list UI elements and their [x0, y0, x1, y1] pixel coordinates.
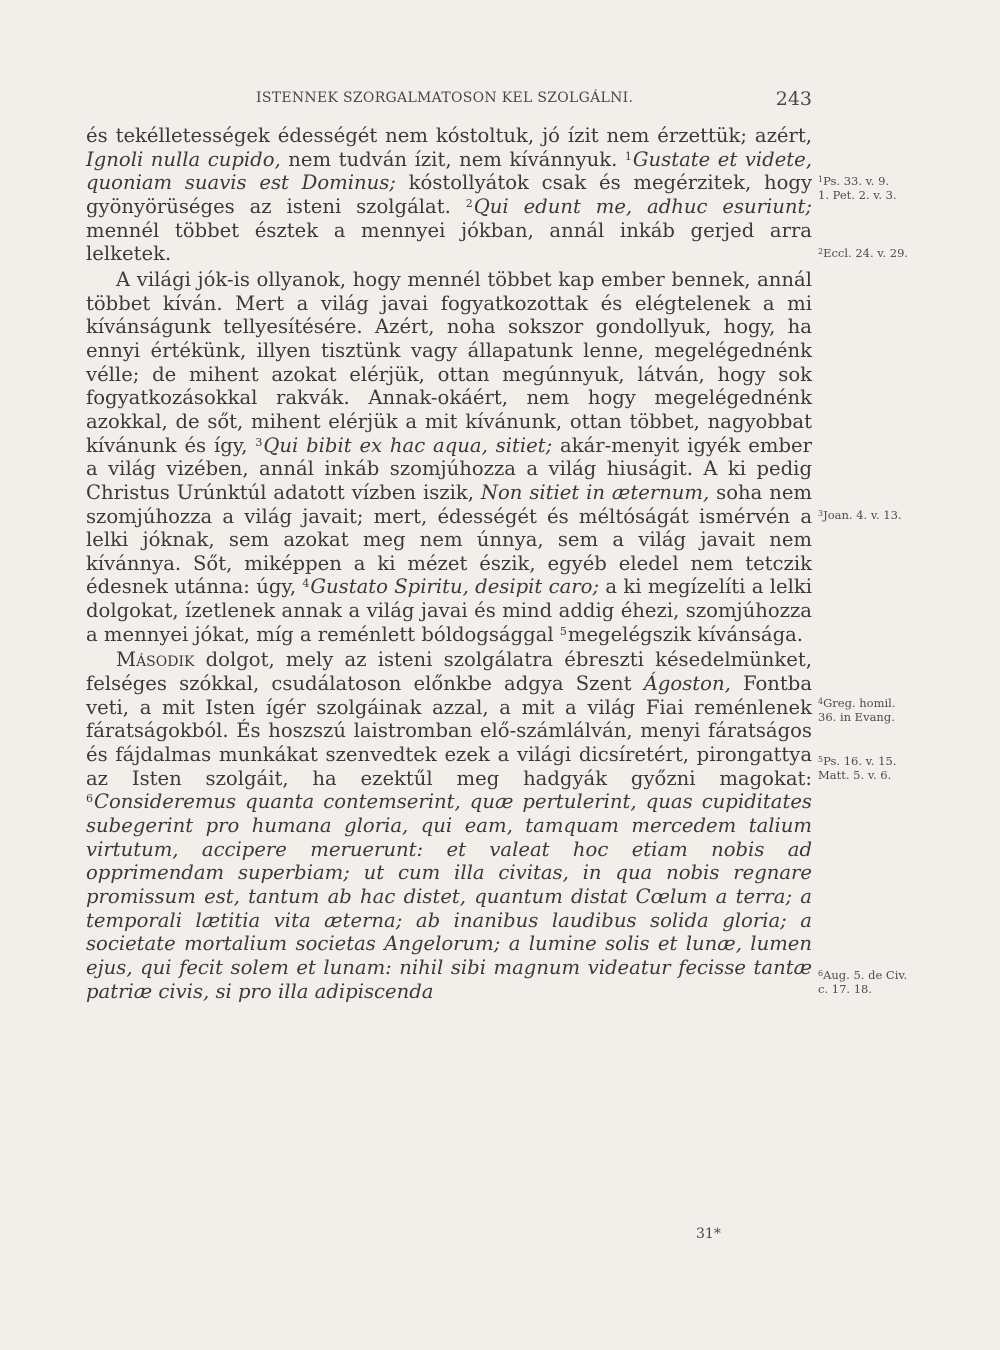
- running-head: ISTENNEK SZORGALMATOSON KEL SZOLGÁLNI.: [256, 90, 634, 106]
- margin-note-2: [818, 246, 918, 260]
- margin-note-line: [818, 768, 918, 782]
- margin-note-line: [818, 710, 918, 724]
- margin-note-text: Ps. 16. v. 15.: [823, 754, 897, 768]
- text-run: mennél többet észtek a mennyei jókban, annál inkáb gerjed arra lelketek.: [86, 218, 812, 266]
- margin-note-4: [818, 696, 918, 724]
- latin-quote: Gustato Spiritu, desipit caro;: [310, 575, 600, 599]
- margin-note-text: Ps. 33. v. 9.: [823, 174, 890, 188]
- text-run: a ki megízelíti a lelki dolgokat, ízetlenek annak a világ javai és mind addig éhezi, szomjúhozza a mennyei jókat, míg a reménlett bóldogsággal: [86, 575, 812, 646]
- signature-mark: 31*: [696, 1226, 721, 1242]
- margin-note-5: [818, 754, 918, 782]
- margin-note-marker: 5: [818, 755, 824, 764]
- paragraph: [86, 648, 812, 1003]
- margin-note-line: [818, 188, 918, 202]
- margin-note-line: [818, 754, 918, 768]
- latin-quote: Ágoston,: [643, 672, 731, 696]
- text-run: soha nem szomjúhozza a világ javait; mert, édességét és méltóságát ismérvén a lelki jóknak, sem azokat meg nem únnya, sem a világ javait nem kívánnya. Sőt, miképpen a ki mézet észik, egyéb eledel nem tetczik édesnek utánna: úgy,: [86, 480, 812, 599]
- latin-quote: Gustate et videte, quoniam suavis est Dominus;: [86, 147, 812, 195]
- text-run: Fontba veti, a mit Isten ígér szolgáinak azzal, a mit a világ Fiai reménlenek fáratságokból. És hoszszú laistromban elő-számlálván, menyi fáratságos és fájdalmas munkákat szenvedtek ezek a világi dicsíretért, pirongattya az Isten szolgáit, ha ezektűl meg hadgyák győzni magokat:: [86, 672, 813, 790]
- margin-note-marker: 6: [818, 969, 824, 978]
- margin-note-line: [818, 508, 918, 522]
- margin-note-6: [818, 968, 918, 996]
- margin-note-line: [818, 696, 918, 710]
- text-run: és tekélletességek édességét nem kóstoltuk, jó ízit nem érzettük; azért,: [86, 124, 812, 147]
- margin-note-line: [818, 174, 918, 188]
- footnote-marker: 6: [86, 792, 93, 806]
- text-run: A világi jók-is ollyanok, hogy mennél többet kap ember bennek, annál többet kíván. Mert a világ javai fogyatkozottak és elégtelenek a mi kívánságunk tellyesítésére. Azért, noha sokszor gondollyuk, hogy, ha ennyi értékünk, illyen tisztünk vagy állapatunk lenne, megelégednénk vélle; de mihent azokat elérjük, ottan megúnnyuk, látván, hogy sok fogyatkozásokkal rakvák. Annak-okáért, nem hogy megelégednénk azokkal, de sőt, mihent elérjük a mit kívánunk, ottan többet, nagyobbat kívánunk és így,: [86, 267, 812, 457]
- margin-note-text: Greg. homil.: [823, 696, 896, 710]
- margin-note-text: Aug. 5. de Civ.: [823, 968, 908, 982]
- text-run: akár-menyit igyék ember a világ vizében, annál inkáb szomjúhozza a világ hiuságit. A ki pedig Christus Urúnktúl adatott vízben iszik,: [86, 433, 812, 504]
- margin-note-marker: 2: [818, 247, 824, 256]
- text-run: nem tudván ízit, nem kívánnyuk.: [280, 147, 625, 171]
- margin-note-marker: 1: [818, 175, 824, 184]
- paragraph: [86, 124, 812, 266]
- margin-note-text: Eccl. 24. v. 29.: [823, 246, 909, 260]
- margin-note-1: [818, 174, 918, 202]
- margin-note-text: 1. Pet. 2. v. 3.: [818, 188, 897, 202]
- footnote-marker: 3: [255, 435, 263, 449]
- latin-quote: Consideremus quanta contemserint, quæ pertulerint, quas cupiditates subegerint pro humana gloria, qui eam, tamquam mercedem talium virtutum, accipere meruerunt: et valeat hoc etiam nobis ad opprimendam superbiam; ut cum illa civitas, in qua nobis regnare promissum est, tantum ab hac distet, quantum distat Cœlum a terra; a temporali lætitia vita æterna; ab inanibus laudibus solida gloria; a societate mortalium societas Angelorum; a lumine solis et lunæ, lumen ejus, qui fecit solem et lunam: nihil sibi magnum videatur fecisse tantæ patriæ civis, si pro illa adipiscenda: [86, 790, 812, 1003]
- margin-note-marker: 3: [818, 509, 824, 518]
- footnote-marker: 1: [624, 149, 632, 163]
- page-number: 243: [775, 88, 812, 110]
- page-header: [256, 88, 812, 112]
- latin-quote: Qui edunt me, adhuc esuriunt;: [473, 194, 812, 218]
- latin-quote: Non sitiet in æternum,: [480, 480, 710, 504]
- margin-note-line: [818, 968, 918, 982]
- footnote-marker: 4: [302, 577, 310, 591]
- footnote-marker: 2: [465, 196, 473, 210]
- text-run: Második: [116, 648, 195, 672]
- text-run: dolgot, mely az isteni szolgálatra ébreszti késedelmünket, felséges szókkal, csudálatoson előnkbe adgya Szent: [86, 648, 812, 696]
- margin-note-line: [818, 246, 918, 260]
- margin-note-marker: 4: [818, 697, 824, 706]
- body-text: [86, 124, 812, 1003]
- margin-note-text: Matt. 5. v. 6.: [818, 768, 892, 782]
- margin-note-3: [818, 508, 918, 522]
- text-run: kóstollyátok csak és megérzitek, hogy gyönyörüséges az isteni szolgálat.: [86, 171, 813, 218]
- latin-quote: Qui bibit ex hac aqua, sitiet;: [263, 433, 553, 457]
- margin-note-text: 36. in Evang.: [818, 710, 895, 724]
- margin-note-text: Joan. 4. v. 13.: [823, 508, 902, 522]
- margin-note-text: c. 17. 18.: [818, 982, 872, 996]
- margin-note-line: [818, 982, 918, 996]
- paragraph: [86, 268, 812, 647]
- latin-quote: Ignoli nulla cupido,: [86, 147, 281, 171]
- footnote-marker: 5: [559, 624, 567, 638]
- text-run: megelégszik kívánsága.: [567, 622, 804, 646]
